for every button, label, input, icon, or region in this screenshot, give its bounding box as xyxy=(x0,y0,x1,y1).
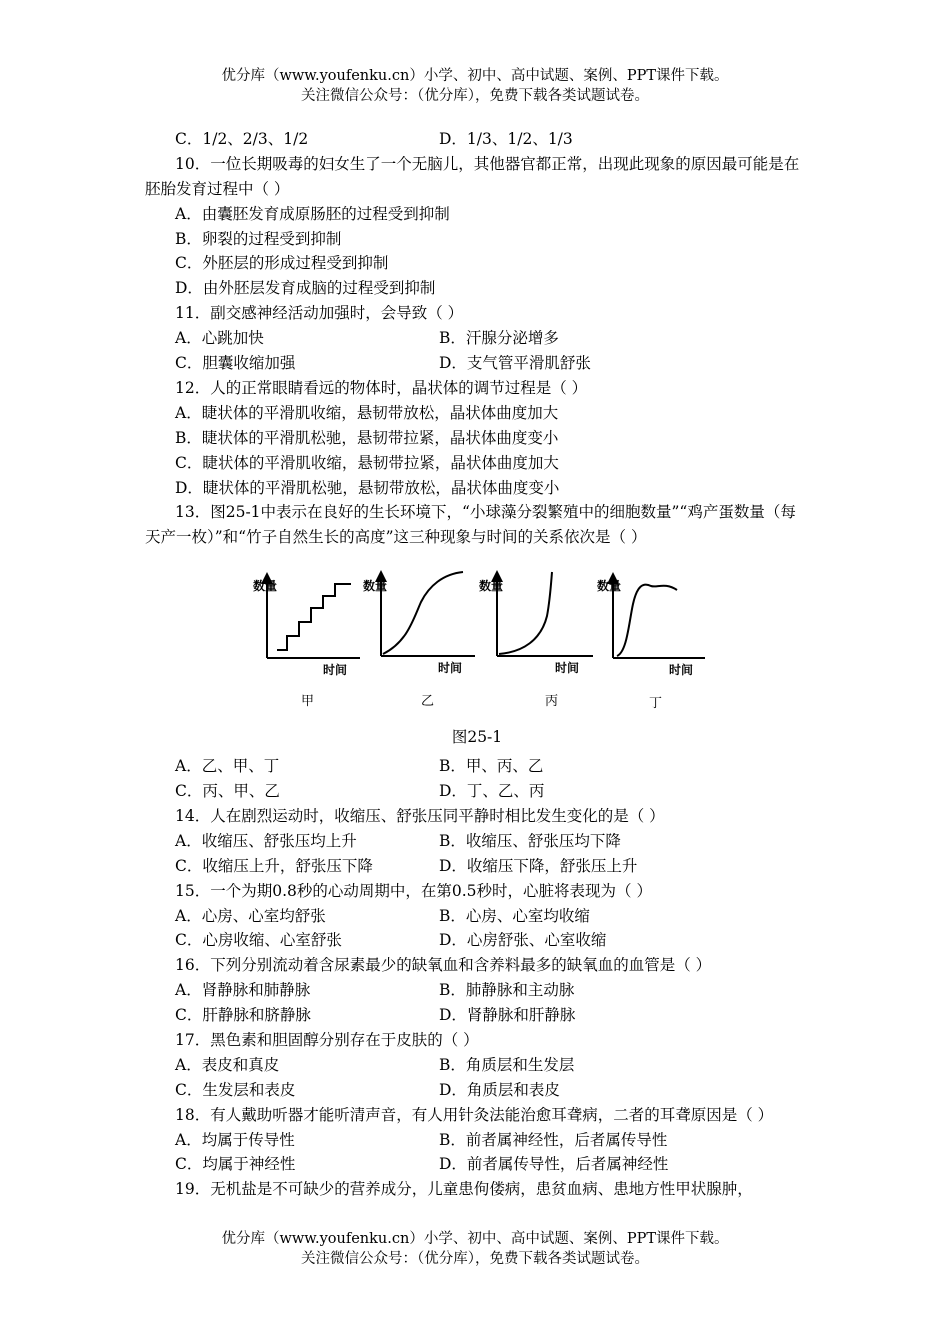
option-d: D．收缩压下降，舒张压上升 xyxy=(439,856,638,875)
option-a: A．乙、甲、丁 xyxy=(175,757,280,776)
q13-stem: 13．图25-1中表示在良好的生长环境下，“小球藻分裂繁殖中的细胞数量”“鸡产蛋数量（每天产一枚）”和“竹子自然生长的高度”这三种现象与时间的关系依次是（ ） xyxy=(145,503,796,547)
footer-line-2: 关注微信公众号：（优分库），免费下载各类试题试卷。 xyxy=(301,1251,649,1267)
graph-bing xyxy=(479,572,593,709)
option-c: C．均属于神经性 xyxy=(175,1155,296,1174)
option-b: B．心房、心室均收缩 xyxy=(439,906,590,925)
figure-25-1 xyxy=(145,560,809,720)
q14-stem: 14．人在剧烈运动时，收缩压、舒张压同平静时相比发生变化的是（ ） xyxy=(175,806,665,825)
q17-options-cd xyxy=(145,1078,809,1103)
option-d: D．肾静脉和肝静脉 xyxy=(439,1006,576,1025)
figure-caption: 图25-1 xyxy=(451,728,503,747)
option-c: C．肝静脉和脐静脉 xyxy=(175,1006,311,1025)
option-a: A．表皮和真皮 xyxy=(175,1055,280,1074)
option-b: B．汗腺分泌增多 xyxy=(439,329,559,348)
q13-options-cd xyxy=(145,779,809,804)
graph-ding xyxy=(597,578,705,711)
option-c: C．生发层和表皮 xyxy=(175,1080,296,1099)
name-jia: 甲 xyxy=(301,694,315,710)
xlabel-jia: 时间 xyxy=(323,663,348,678)
q12-option-b: B．睫状体的平滑肌松驰，悬韧带拉紧，晶状体曲度变小 xyxy=(175,428,559,447)
option-d: D．支气管平滑肌舒张 xyxy=(439,354,591,373)
q18-options-ab xyxy=(145,1128,809,1153)
overshoot-curve xyxy=(617,585,677,656)
j-curve xyxy=(499,572,552,654)
option-c: C．收缩压上升，舒张压下降 xyxy=(175,856,373,875)
option-c: C．胆囊收缩加强 xyxy=(175,354,296,373)
q10-option-b: B．卵裂的过程受到抑制 xyxy=(175,229,342,248)
xlabel-bing: 时间 xyxy=(555,661,580,676)
option-b: B．前者属神经性，后者属传导性 xyxy=(439,1130,668,1149)
option-a: A．肾静脉和肺静脉 xyxy=(175,981,311,1000)
option-b: B．收缩压、舒张压均下降 xyxy=(439,831,621,850)
q12-option-c: C．睫状体的平滑肌收缩，悬韧带拉紧，晶状体曲度加大 xyxy=(175,453,559,472)
option-d: D．心房舒张、心室收缩 xyxy=(439,931,607,950)
xlabel-ding: 时间 xyxy=(669,663,694,678)
page-header xyxy=(0,66,950,106)
page-footer xyxy=(0,1229,950,1269)
q18-options-cd xyxy=(145,1152,809,1177)
q12-option-a: A．睫状体的平滑肌收缩，悬韧带放松，晶状体曲度加大 xyxy=(175,403,559,422)
ylabel-ding: 数量 xyxy=(597,579,622,594)
q17-stem: 17．黑色素和胆固醇分别存在于皮肤的（ ） xyxy=(175,1031,479,1049)
ylabel-bing: 数量 xyxy=(479,579,504,594)
option-a: A．心房、心室均舒张 xyxy=(175,906,326,925)
q19-stem: 19．无机盐是不可缺少的营养成分，儿童患佝偻病，患贫血病、患地方性甲状腺肿， xyxy=(175,1180,753,1199)
option-d: D．丁、乙、丙 xyxy=(439,782,545,801)
q15-options-cd xyxy=(145,928,809,953)
q14-options-cd xyxy=(145,854,809,879)
q12-stem: 12．人的正常眼睛看远的物体时，晶状体的调节过程是（ ） xyxy=(175,378,588,397)
name-ding: 丁 xyxy=(649,696,663,712)
q13-options-ab xyxy=(145,754,809,779)
ylabel-jia: 数量 xyxy=(253,579,278,594)
q14-options-ab xyxy=(145,829,809,854)
ylabel-yi: 数量 xyxy=(363,579,388,594)
s-curve xyxy=(383,572,463,654)
option-c: C．丙、甲、乙 xyxy=(175,782,280,801)
step-curve xyxy=(277,584,351,650)
q10-option-a: A．由囊胚发育成原肠胚的过程受到抑制 xyxy=(175,204,450,223)
name-yi: 乙 xyxy=(421,694,435,710)
graph-jia xyxy=(253,578,360,709)
q16-stem: 16．下列分别流动着含尿素最少的缺氧血和含养料最多的缺氧血的血管是（ ） xyxy=(175,956,712,975)
option-b: B．角质层和生发层 xyxy=(439,1055,575,1074)
header-line-2: 关注微信公众号：（优分库），免费下载各类试题试卷。 xyxy=(301,88,649,104)
name-bing: 丙 xyxy=(545,694,559,710)
option-a: A．心跳加快 xyxy=(175,329,264,348)
option-c: C．心房收缩、心室舒张 xyxy=(175,931,342,950)
q15-options-ab xyxy=(145,904,809,929)
growth-curves-figure xyxy=(145,560,809,720)
q11-options-cd xyxy=(145,351,809,376)
header-line-1: 优分库（www.youfenku.cn）小学、初中、高中试题、案例、PPT课件下载。 xyxy=(221,68,729,84)
q10-option-c: C．外胚层的形成过程受到抑制 xyxy=(175,254,389,273)
xlabel-yi: 时间 xyxy=(438,661,463,676)
q11-stem: 11．副交感神经活动加强时，会导致（ ） xyxy=(175,304,464,323)
option-a: A．均属于传导性 xyxy=(175,1130,295,1149)
q17-options-ab xyxy=(145,1053,809,1078)
option-d: D．角质层和表皮 xyxy=(439,1080,560,1099)
option-c: C．1/2、2/3、1/2 xyxy=(175,130,309,148)
q11-options-ab xyxy=(145,326,809,351)
exam-content xyxy=(145,127,809,1202)
footer-line-1: 优分库（www.youfenku.cn）小学、初中、高中试题、案例、PPT课件下载。 xyxy=(221,1231,729,1247)
graph-yi xyxy=(363,572,475,709)
q9-options-cd xyxy=(145,127,809,152)
q15-stem: 15．一个为期0.8秒的心动周期中，在第0.5秒时，心脏将表现为（ ） xyxy=(175,881,652,900)
q10-option-d: D．由外胚层发育成脑的过程受到抑制 xyxy=(175,279,436,298)
q16-options-ab xyxy=(145,978,809,1003)
q18-stem: 18．有人戴助听器才能听清声音，有人用针灸法能治愈耳聋病，二者的耳聋原因是（ ） xyxy=(175,1105,774,1124)
option-d: D．前者属传导性，后者属神经性 xyxy=(439,1155,669,1174)
q10-stem: 10．一位长期吸毒的妇女生了一个无脑儿，其他器官都正常，出现此现象的原因最可能是在胚胎发育过程中（ ） xyxy=(145,154,800,198)
q16-options-cd xyxy=(145,1003,809,1028)
option-d: D．1/3、1/2、1/3 xyxy=(439,130,573,148)
option-b: B．肺静脉和主动脉 xyxy=(439,981,575,1000)
q12-option-d: D．睫状体的平滑肌松驰，悬韧带放松，晶状体曲度变小 xyxy=(175,478,560,497)
option-a: A．收缩压、舒张压均上升 xyxy=(175,831,357,850)
option-b: B．甲、丙、乙 xyxy=(439,757,544,776)
